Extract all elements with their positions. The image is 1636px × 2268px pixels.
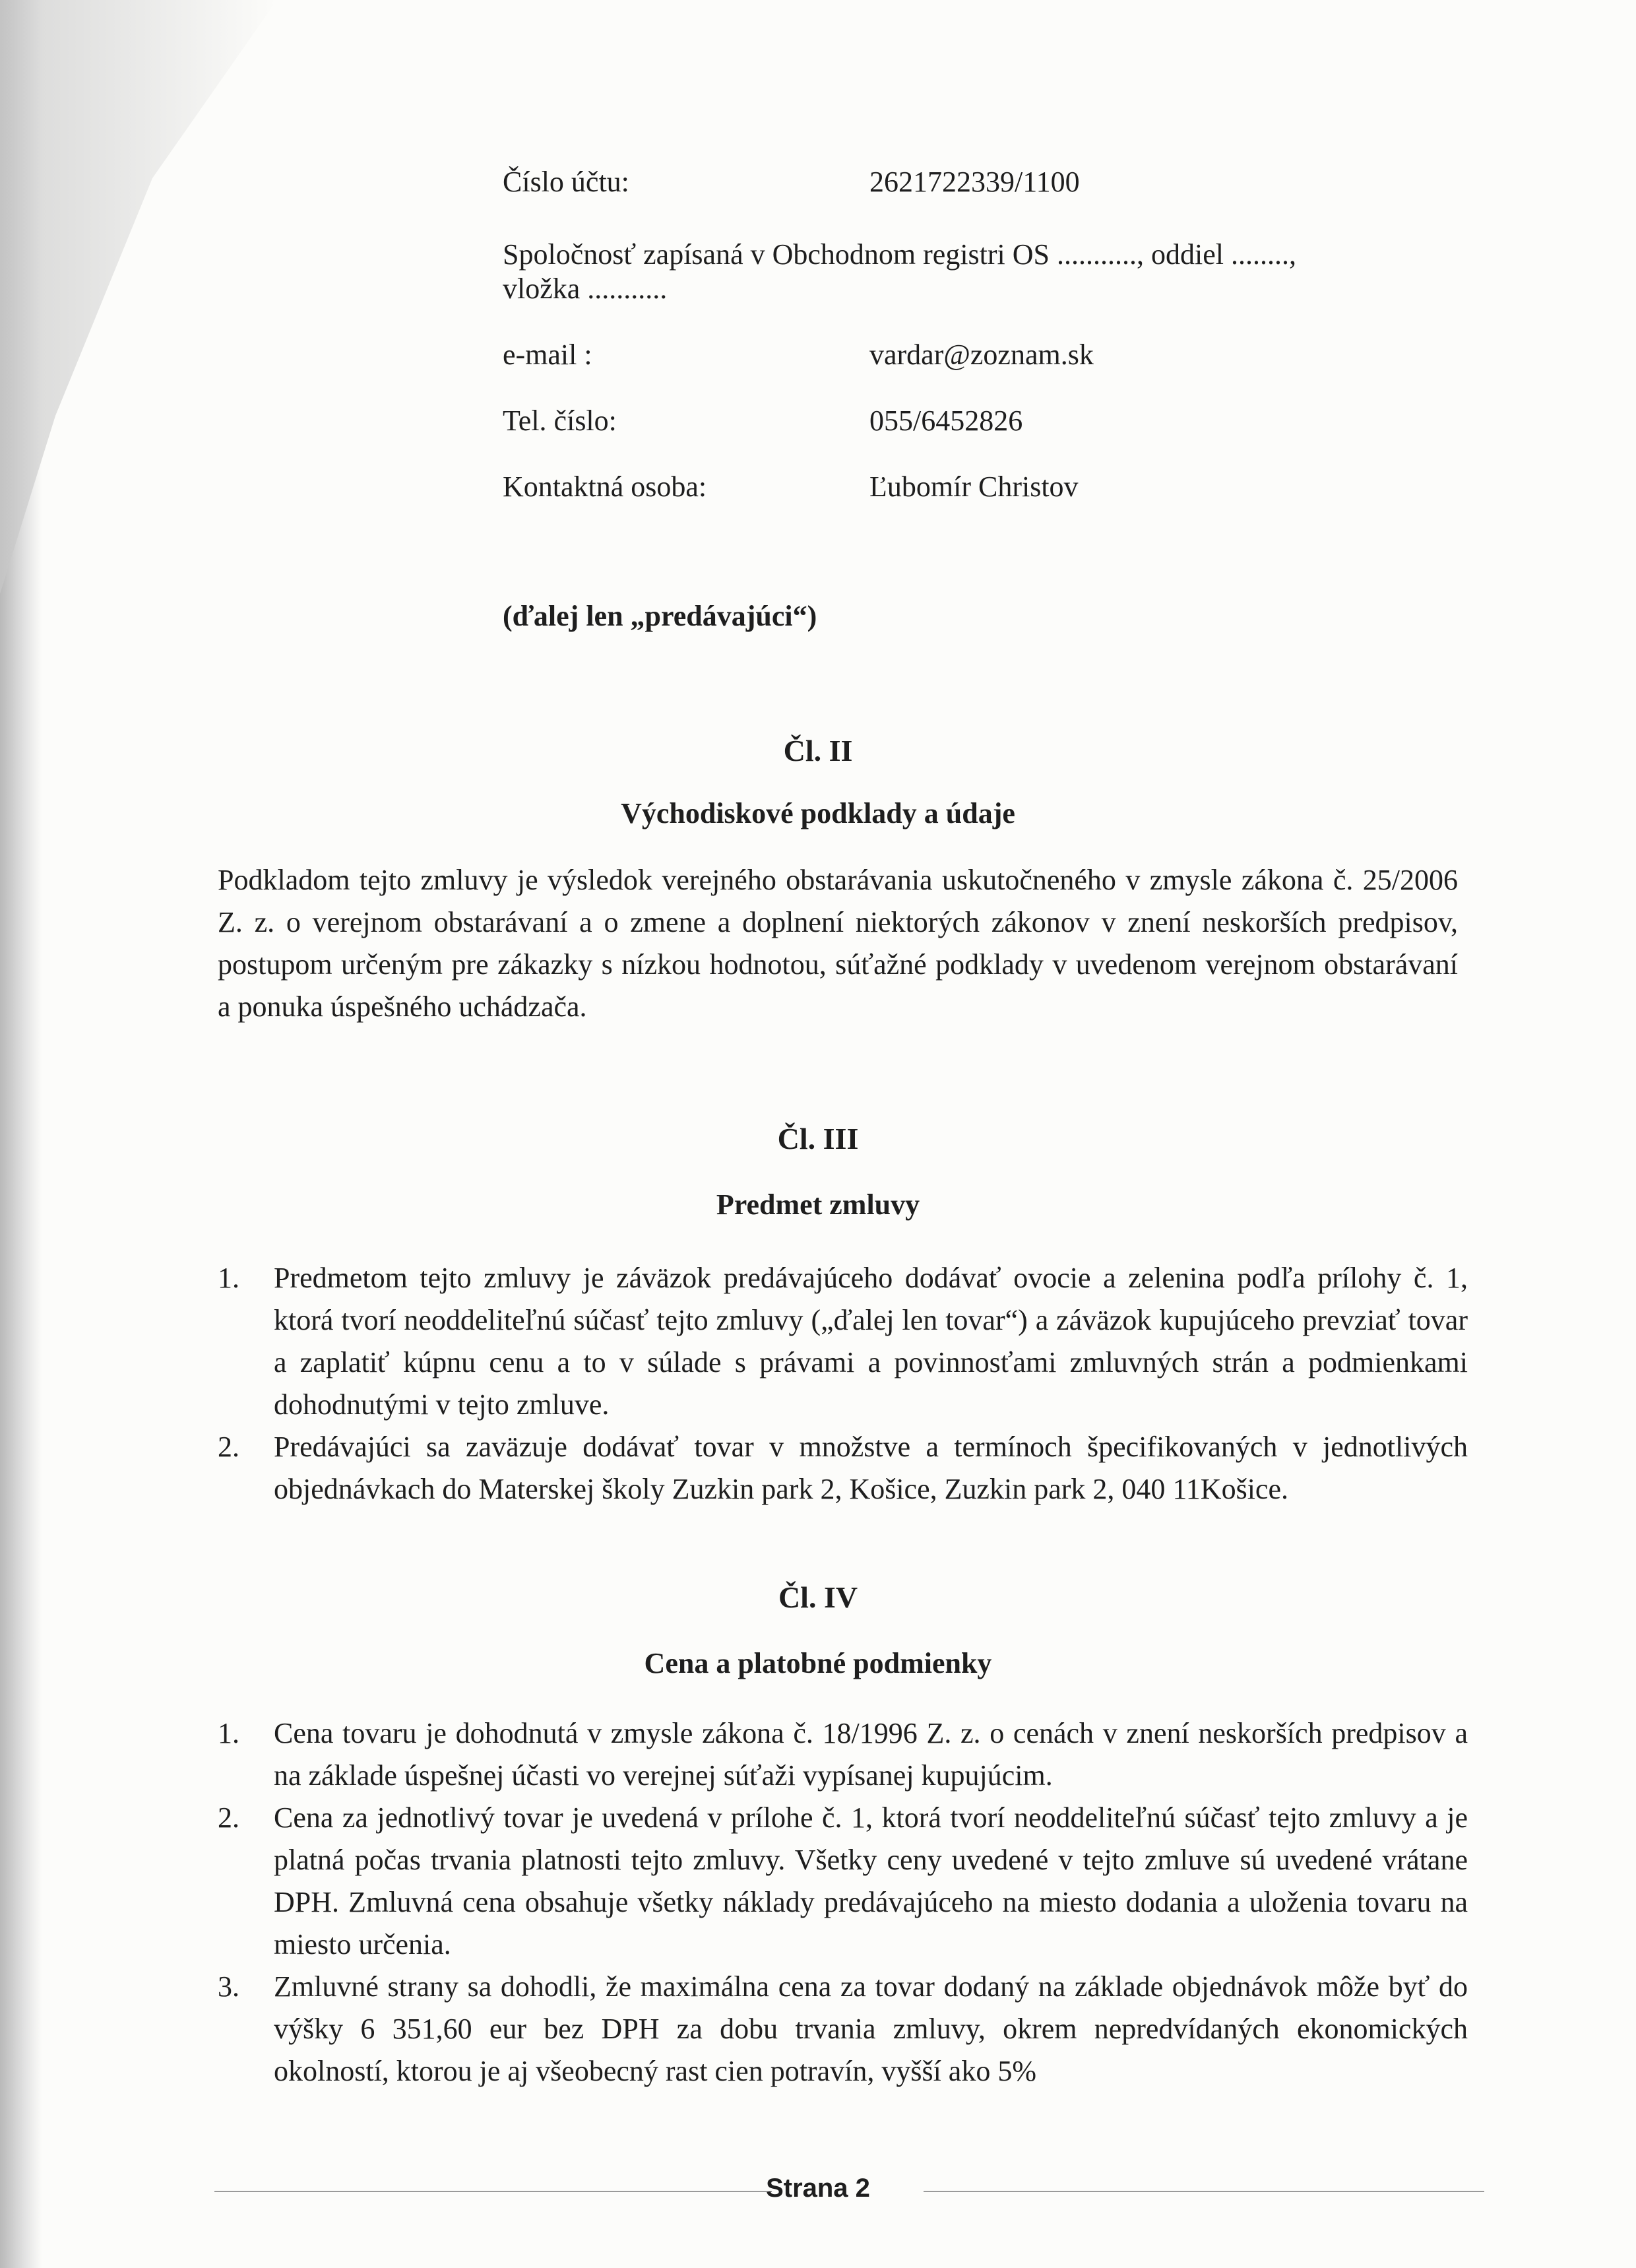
contact-person-value: Ľubomír Christov [869,470,1079,503]
list-item-text: Cena za jednotlivý tovar je uvedená v prílohe č. 1, ktorá tvorí neoddeliteľnú súčasť tejto zmluvy a je platná počas trvania platnosti tejto zmluvy. Všetky ceny uvedené v tejto zmluve sú uvedené vrátane DPH. Zmluvná cena obsahuje všetky náklady predávajúceho na miesto dodania a uloženia tovaru na miesto určenia. [274,1801,1468,1960]
registry-line-2: vložka ........... [503,273,668,305]
account-label: Číslo účtu: [503,166,629,198]
article-2-number: Čl. II [783,734,853,767]
list-item-text: Zmluvné strany sa dohodli, že maximálna cena za tovar dodaný na základe objednávok môže byť do výšky 6 351,60 eur bez DPH za dobu trvania zmluvy, okrem nepredvídaných ekonomických okolností, ktorou je aj všeobecný rast cien potravín, vyšší ako 5% [274,1970,1468,2087]
list-item [218,1712,1468,1797]
phone-label: Tel. číslo: [503,405,617,437]
article-3-number: Čl. III [777,1122,859,1155]
contact-person-label: Kontaktná osoba: [503,470,707,503]
list-item-text: Cena tovaru je dohodnutá v zmysle zákona č. 18/1996 Z. z. o cenách v znení neskorších predpisov a na základe úspešnej účasti vo verejnej súťaži vypísanej kupujúcim. [274,1717,1468,1792]
list-item-number: 1. [218,1262,239,1294]
list-item-number: 3. [218,1970,239,2003]
article-3-title: Predmet zmluvy [716,1188,920,1221]
list-item [218,1966,1468,2092]
list-item-text: Predávajúci sa zaväzuje dodávať tovar v množstve a termínoch špecifikovaných v jednotlivých objednávkach do Materskej školy Zuzkin park 2, Košice, Zuzkin park 2, 040 11Košice. [274,1431,1468,1505]
registry-line-1: Spoločnosť zapísaná v Obchodnom registri OS ..........., oddiel ........, [503,238,1296,271]
account-value: 2621722339/1100 [869,166,1080,198]
article-2-paragraph: Podkladom tejto zmluvy je výsledok verejného obstarávania uskutočneného v zmysle zákona č. 25/2006 Z. z. o verejnom obstarávaní a o zmene a doplnení niektorých zákonov v znení neskorších predpisov, postupom určeným pre zákazky s nízkou hodnotou, súťažné podklady v uvedenom verejnom obstarávaní a ponuka úspešného uchádzača. [218,864,1458,1023]
page-number: Strana 2 [766,2174,870,2203]
list-item [218,1797,1468,1966]
list-item-number: 2. [218,1801,239,1834]
article-2-title: Východiskové podklady a údaje [621,797,1015,829]
email-label: e-mail : [503,339,592,371]
article-4-title: Cena a platobné podmienky [644,1647,992,1679]
list-item-text: Predmetom tejto zmluvy je záväzok predávajúceho dodávať ovocie a zelenina podľa prílohy č. 1, ktorá tvorí neoddeliteľnú súčasť tejto zmluvy („ďalej len tovar“) a záväzok kupujúceho prevziať tovar a zaplatiť kúpnu cenu a to v súlade s právami a povinnosťami zmluvných strán a podmienkami dohodnutými v tejto zmluve. [274,1262,1468,1421]
list-item-number: 2. [218,1431,239,1463]
footer-rule-right [924,2191,1484,2192]
phone-value: 055/6452826 [869,405,1023,437]
article-4-list [218,1712,1468,2092]
article-3-list [218,1257,1468,1510]
seller-designation-note: (ďalej len „predávajúci“) [503,600,817,632]
list-item [218,1257,1468,1426]
article-4-number: Čl. IV [778,1580,858,1614]
list-item-number: 1. [218,1717,239,1749]
email-value: vardar@zoznam.sk [869,339,1094,371]
list-item [218,1426,1468,1510]
